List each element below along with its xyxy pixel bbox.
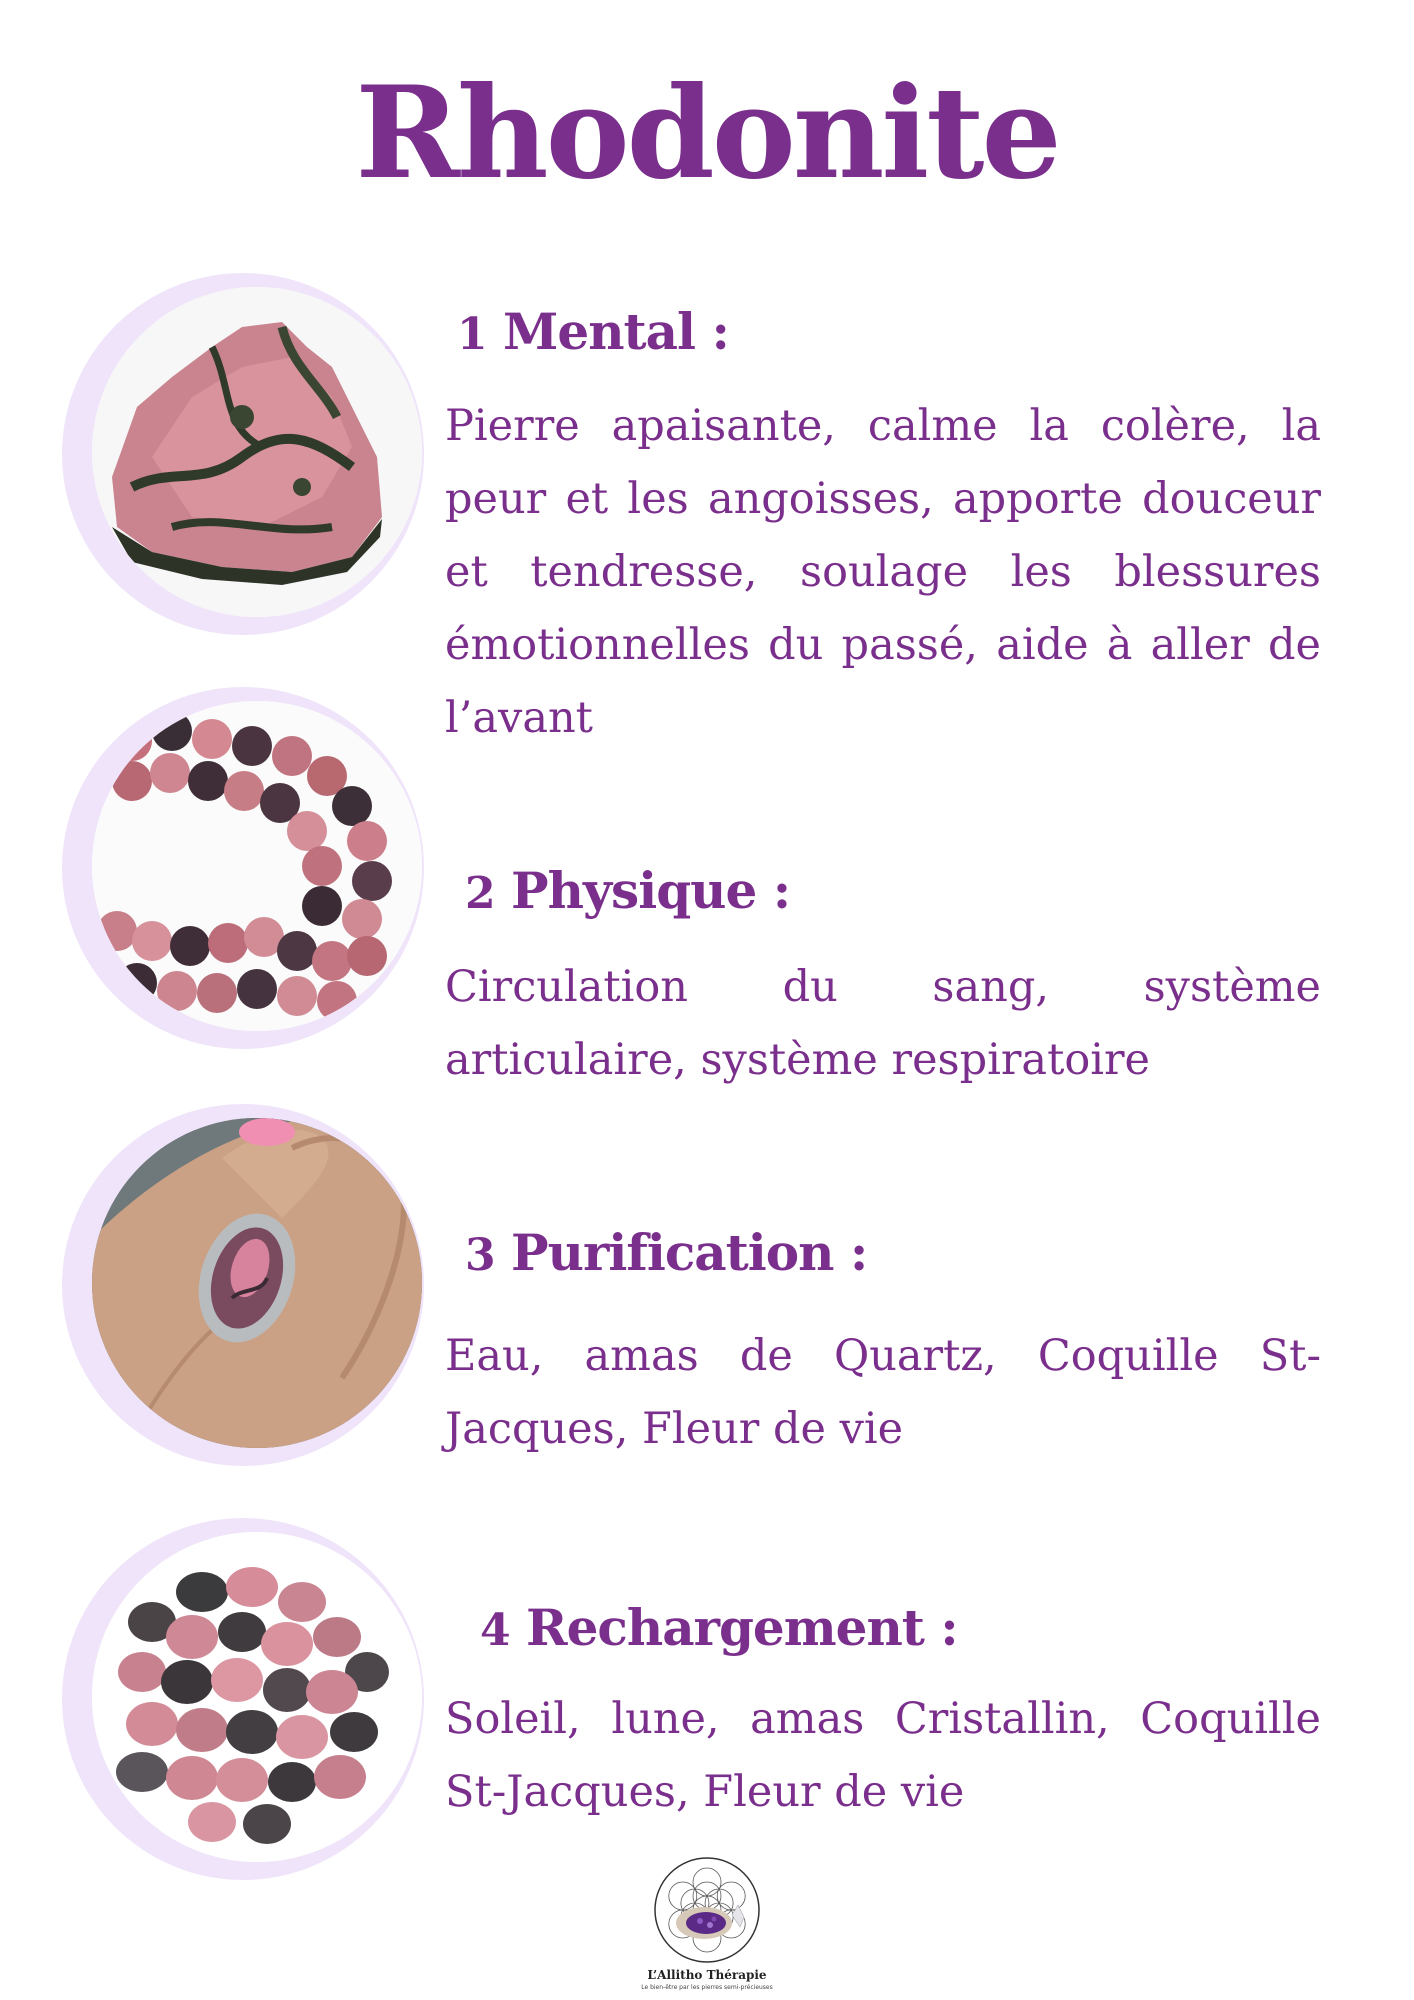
section-text-physique: Circulation du sang, système articulaire, système respiratoire <box>445 962 1321 1085</box>
tumbled-stones-photo <box>62 1518 424 1880</box>
bead-strands-photo <box>62 687 424 1049</box>
section-text-mental: Pierre apaisante, calme la colère, la peur et les angoisses, apporte douceur et tendresse, soulage les blessures émotionnelles du passé, aide à aller de l’avant <box>445 401 1321 743</box>
section-heading-mental: 1 Mental : <box>457 302 729 361</box>
logo-tagline: Le bien-être par les pierres semi-précieuses <box>641 1984 773 1991</box>
flower-of-life-logo-icon <box>652 1855 762 1965</box>
section-text-purification: Eau, amas de Quartz, Coquille St-Jacques, Fleur de vie <box>445 1331 1321 1454</box>
section-heading-purification: 3 Purification : <box>465 1223 868 1282</box>
ring-on-hand-photo <box>62 1104 424 1466</box>
page-title: Rhodonite <box>355 59 1059 207</box>
section-heading-physique: 2 Physique : <box>465 861 791 920</box>
logo-name: L’Allitho Thérapie <box>647 1968 767 1982</box>
section-text-rechargement: Soleil, lune, amas Cristallin, Coquille St-Jacques, Fleur de vie <box>445 1694 1321 1817</box>
raw-stone-photo <box>62 273 424 635</box>
section-heading-rechargement: 4 Rechargement : <box>480 1598 958 1657</box>
